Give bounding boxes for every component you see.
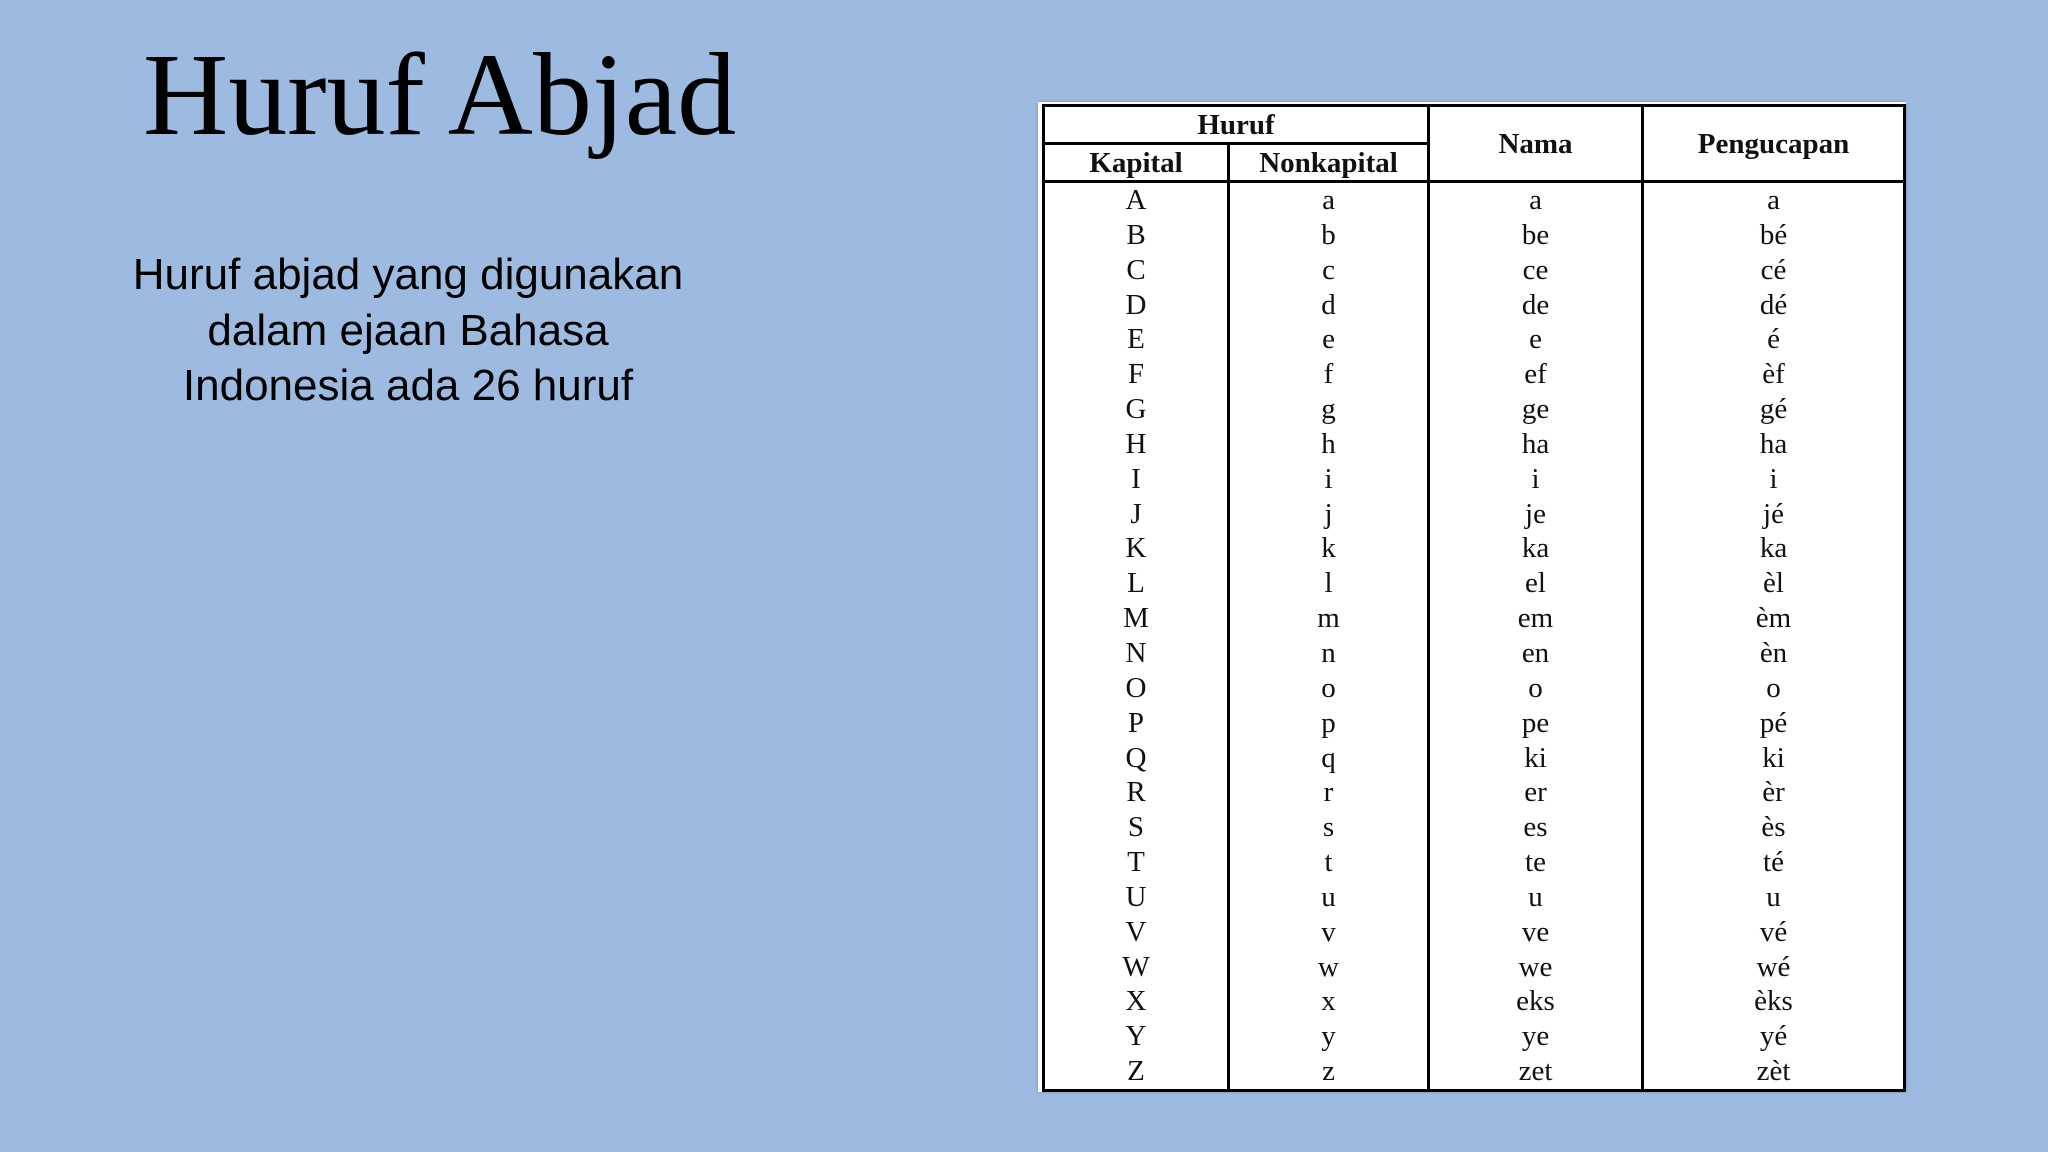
cell-nonkapital: j	[1229, 497, 1429, 532]
slide-title: Huruf Abjad	[143, 29, 737, 160]
cell-nonkapital: p	[1229, 706, 1429, 741]
cell-pengucapan: èks	[1643, 984, 1905, 1019]
cell-nonkapital: x	[1229, 984, 1429, 1019]
cell-nama: pe	[1429, 706, 1643, 741]
cell-kapital: V	[1044, 915, 1229, 950]
cell-kapital: S	[1044, 810, 1229, 845]
table-row	[1044, 810, 1905, 845]
table-row	[1044, 357, 1905, 392]
cell-kapital: C	[1044, 253, 1229, 288]
cell-nonkapital: u	[1229, 880, 1429, 915]
slide-body-text: Huruf abjad yang digunakan dalam ejaan Bahasa Indonesia ada 26 huruf	[132, 250, 684, 410]
table-row	[1044, 322, 1905, 357]
cell-kapital: M	[1044, 601, 1229, 636]
cell-nama: ve	[1429, 915, 1643, 950]
cell-kapital: N	[1044, 636, 1229, 671]
cell-pengucapan: èr	[1643, 775, 1905, 810]
header-pengucapan: Pengucapan	[1643, 106, 1905, 182]
cell-kapital: X	[1044, 984, 1229, 1019]
cell-nama: o	[1429, 671, 1643, 706]
cell-nama: ef	[1429, 357, 1643, 392]
cell-nonkapital: o	[1229, 671, 1429, 706]
cell-nonkapital: e	[1229, 322, 1429, 357]
cell-kapital: A	[1044, 182, 1229, 218]
table-row	[1044, 1054, 1905, 1090]
table-row	[1044, 392, 1905, 427]
cell-kapital: K	[1044, 531, 1229, 566]
cell-nama: ge	[1429, 392, 1643, 427]
table-row	[1044, 182, 1905, 218]
cell-nama: u	[1429, 880, 1643, 915]
cell-pengucapan: a	[1643, 182, 1905, 218]
cell-nonkapital: w	[1229, 950, 1429, 985]
cell-kapital: U	[1044, 880, 1229, 915]
cell-nama: er	[1429, 775, 1643, 810]
cell-nama: i	[1429, 462, 1643, 497]
cell-nonkapital: c	[1229, 253, 1429, 288]
cell-nonkapital: y	[1229, 1019, 1429, 1054]
cell-nama: ye	[1429, 1019, 1643, 1054]
cell-nama: em	[1429, 601, 1643, 636]
table-row	[1044, 775, 1905, 810]
table-row	[1044, 671, 1905, 706]
cell-pengucapan: cé	[1643, 253, 1905, 288]
cell-nama: zet	[1429, 1054, 1643, 1090]
table-row	[1044, 288, 1905, 323]
cell-kapital: E	[1044, 322, 1229, 357]
cell-nama: e	[1429, 322, 1643, 357]
cell-nonkapital: z	[1229, 1054, 1429, 1090]
cell-nama: en	[1429, 636, 1643, 671]
cell-kapital: Q	[1044, 741, 1229, 776]
table-row	[1044, 427, 1905, 462]
cell-pengucapan: ès	[1643, 810, 1905, 845]
cell-pengucapan: wé	[1643, 950, 1905, 985]
cell-nama: de	[1429, 288, 1643, 323]
cell-nonkapital: v	[1229, 915, 1429, 950]
table-row	[1044, 253, 1905, 288]
cell-pengucapan: ki	[1643, 741, 1905, 776]
cell-nama: we	[1429, 950, 1643, 985]
table-row	[1044, 462, 1905, 497]
cell-kapital: F	[1044, 357, 1229, 392]
cell-pengucapan: o	[1643, 671, 1905, 706]
cell-pengucapan: ha	[1643, 427, 1905, 462]
cell-nonkapital: t	[1229, 845, 1429, 880]
cell-nonkapital: s	[1229, 810, 1429, 845]
cell-nama: te	[1429, 845, 1643, 880]
cell-nonkapital: h	[1229, 427, 1429, 462]
cell-pengucapan: bé	[1643, 218, 1905, 253]
cell-nonkapital: b	[1229, 218, 1429, 253]
table-row	[1044, 218, 1905, 253]
table-row	[1044, 915, 1905, 950]
cell-nonkapital: i	[1229, 462, 1429, 497]
cell-pengucapan: té	[1643, 845, 1905, 880]
cell-pengucapan: vé	[1643, 915, 1905, 950]
header-kapital: Kapital	[1044, 144, 1229, 182]
cell-nama: be	[1429, 218, 1643, 253]
cell-nama: eks	[1429, 984, 1643, 1019]
cell-nonkapital: a	[1229, 182, 1429, 218]
cell-nama: je	[1429, 497, 1643, 532]
cell-nonkapital: q	[1229, 741, 1429, 776]
cell-kapital: L	[1044, 566, 1229, 601]
cell-nama: es	[1429, 810, 1643, 845]
header-nonkapital: Nonkapital	[1229, 144, 1429, 182]
cell-pengucapan: èm	[1643, 601, 1905, 636]
cell-kapital: Z	[1044, 1054, 1229, 1090]
alphabet-table	[1042, 104, 1906, 1092]
cell-pengucapan: dé	[1643, 288, 1905, 323]
cell-pengucapan: èn	[1643, 636, 1905, 671]
table-row	[1044, 636, 1905, 671]
cell-kapital: H	[1044, 427, 1229, 462]
cell-nama: el	[1429, 566, 1643, 601]
cell-pengucapan: i	[1643, 462, 1905, 497]
cell-pengucapan: jé	[1643, 497, 1905, 532]
cell-nama: ce	[1429, 253, 1643, 288]
cell-pengucapan: yé	[1643, 1019, 1905, 1054]
cell-pengucapan: zèt	[1643, 1054, 1905, 1090]
header-huruf: Huruf	[1044, 106, 1429, 144]
cell-kapital: Y	[1044, 1019, 1229, 1054]
table-row	[1044, 880, 1905, 915]
cell-pengucapan: èl	[1643, 566, 1905, 601]
table-row	[1044, 601, 1905, 636]
cell-kapital: P	[1044, 706, 1229, 741]
cell-kapital: D	[1044, 288, 1229, 323]
table-row	[1044, 950, 1905, 985]
cell-kapital: W	[1044, 950, 1229, 985]
cell-pengucapan: é	[1643, 322, 1905, 357]
cell-pengucapan: u	[1643, 880, 1905, 915]
cell-nonkapital: g	[1229, 392, 1429, 427]
table-row	[1044, 497, 1905, 532]
cell-kapital: I	[1044, 462, 1229, 497]
cell-nama: a	[1429, 182, 1643, 218]
table-row	[1044, 741, 1905, 776]
cell-pengucapan: ka	[1643, 531, 1905, 566]
table-row	[1044, 984, 1905, 1019]
cell-nonkapital: n	[1229, 636, 1429, 671]
cell-kapital: G	[1044, 392, 1229, 427]
alphabet-table-body	[1044, 182, 1905, 1091]
table-row	[1044, 706, 1905, 741]
cell-kapital: J	[1044, 497, 1229, 532]
cell-nonkapital: r	[1229, 775, 1429, 810]
cell-nama: ha	[1429, 427, 1643, 462]
cell-kapital: B	[1044, 218, 1229, 253]
header-nama: Nama	[1429, 106, 1643, 182]
cell-kapital: T	[1044, 845, 1229, 880]
cell-nama: ka	[1429, 531, 1643, 566]
cell-nonkapital: f	[1229, 357, 1429, 392]
table-row	[1044, 1019, 1905, 1054]
cell-kapital: O	[1044, 671, 1229, 706]
cell-pengucapan: pé	[1643, 706, 1905, 741]
table-row	[1044, 566, 1905, 601]
cell-nonkapital: k	[1229, 531, 1429, 566]
cell-pengucapan: gé	[1643, 392, 1905, 427]
alphabet-table-image	[1038, 102, 1906, 1092]
table-row	[1044, 845, 1905, 880]
table-row	[1044, 531, 1905, 566]
cell-nonkapital: l	[1229, 566, 1429, 601]
cell-nonkapital: m	[1229, 601, 1429, 636]
cell-nama: ki	[1429, 741, 1643, 776]
cell-pengucapan: èf	[1643, 357, 1905, 392]
cell-nonkapital: d	[1229, 288, 1429, 323]
cell-kapital: R	[1044, 775, 1229, 810]
